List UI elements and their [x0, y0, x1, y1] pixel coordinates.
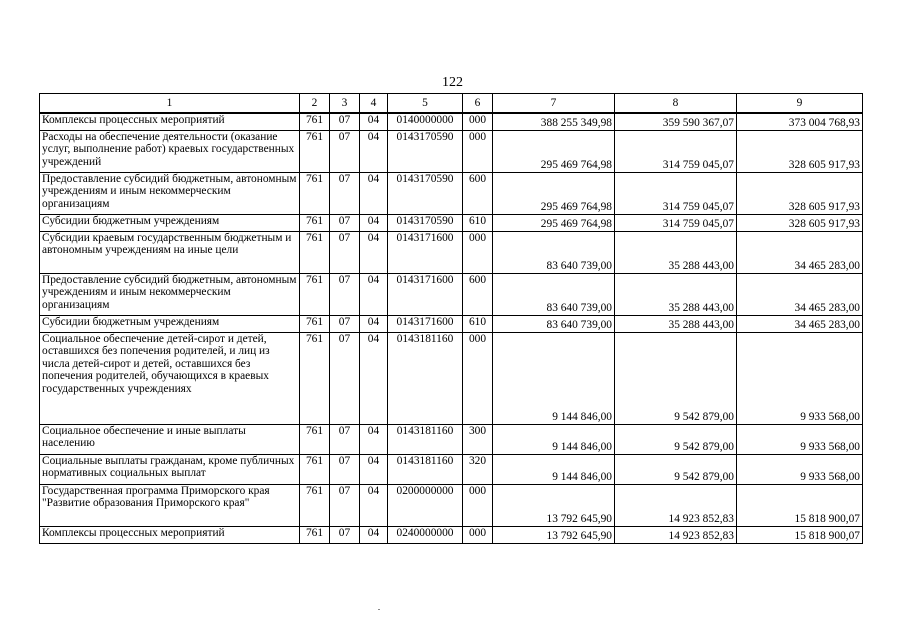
row-code-5: 0143181160: [388, 332, 463, 424]
header-cell: 8: [615, 94, 737, 114]
scan-speck: [378, 609, 380, 610]
table-row: [40, 231, 863, 273]
row-code-2: 761: [300, 484, 330, 526]
row-amount-9: 9 933 568,00: [737, 454, 863, 484]
row-amount-9: 34 465 283,00: [737, 231, 863, 273]
row-code-6: 610: [463, 214, 493, 231]
row-name: Расходы на обеспечение деятельности (оказание услуг, выполнение работ) краевых государственных учреждений: [40, 130, 300, 172]
row-code-5: 0200000000: [388, 484, 463, 526]
row-code-5: 0143170590: [388, 130, 463, 172]
row-code-5: 0143170590: [388, 172, 463, 214]
row-amount-9: 34 465 283,00: [737, 273, 863, 315]
row-code-6: 300: [463, 424, 493, 454]
header-cell: 2: [300, 94, 330, 114]
header-cell: 7: [493, 94, 615, 114]
row-code-3: 07: [330, 526, 360, 543]
row-code-4: 04: [360, 273, 388, 315]
row-code-5: 0143181160: [388, 424, 463, 454]
row-amount-9: 15 818 900,07: [737, 526, 863, 543]
row-amount-8: 14 923 852,83: [615, 526, 737, 543]
row-code-6: 000: [463, 113, 493, 130]
row-amount-9: 328 605 917,93: [737, 130, 863, 172]
row-code-3: 07: [330, 130, 360, 172]
row-code-4: 04: [360, 172, 388, 214]
row-name: Предоставление субсидий бюджетным, автономным учреждениям и иным некоммерческим организациям: [40, 273, 300, 315]
row-code-3: 07: [330, 113, 360, 130]
row-code-6: 000: [463, 231, 493, 273]
row-name: Государственная программа Приморского края "Развитие образования Приморского края": [40, 484, 300, 526]
row-amount-8: 35 288 443,00: [615, 273, 737, 315]
row-code-2: 761: [300, 424, 330, 454]
row-code-5: 0143181160: [388, 454, 463, 484]
row-code-3: 07: [330, 484, 360, 526]
row-code-5: 0143171600: [388, 315, 463, 332]
row-name: Социальное обеспечение детей-сирот и детей, оставшихся без попечения родителей, и лиц из числа детей-сирот и детей, оставшихся без попечения родителей, обучающихся в краевых государственных учреждениях: [40, 332, 300, 424]
row-amount-8: 314 759 045,07: [615, 130, 737, 172]
table-row: [40, 454, 863, 484]
row-amount-7: 13 792 645,90: [493, 484, 615, 526]
row-amount-7: 83 640 739,00: [493, 231, 615, 273]
row-code-6: 600: [463, 172, 493, 214]
header-cell: 6: [463, 94, 493, 114]
row-amount-7: 295 469 764,98: [493, 172, 615, 214]
row-amount-7: 388 255 349,98: [493, 113, 615, 130]
row-code-6: 600: [463, 273, 493, 315]
row-amount-9: 34 465 283,00: [737, 315, 863, 332]
row-amount-9: 373 004 768,93: [737, 113, 863, 130]
row-amount-7: 83 640 739,00: [493, 315, 615, 332]
row-amount-9: 9 933 568,00: [737, 332, 863, 424]
row-amount-8: 314 759 045,07: [615, 172, 737, 214]
row-code-2: 761: [300, 113, 330, 130]
table-row: [40, 484, 863, 526]
table-row: [40, 113, 863, 130]
row-amount-8: 9 542 879,00: [615, 332, 737, 424]
table-row: [40, 273, 863, 315]
row-name: Предоставление субсидий бюджетным, автономным учреждениям и иным некоммерческим организациям: [40, 172, 300, 214]
row-code-3: 07: [330, 454, 360, 484]
row-code-2: 761: [300, 315, 330, 332]
row-amount-7: 9 144 846,00: [493, 424, 615, 454]
row-amount-8: 35 288 443,00: [615, 315, 737, 332]
row-amount-7: 9 144 846,00: [493, 332, 615, 424]
row-amount-8: 9 542 879,00: [615, 454, 737, 484]
header-cell: 1: [40, 94, 300, 114]
row-amount-7: 295 469 764,98: [493, 130, 615, 172]
row-name: Комплексы процессных мероприятий: [40, 526, 300, 543]
row-name: Социальные выплаты гражданам, кроме публичных нормативных социальных выплат: [40, 454, 300, 484]
header-cell: 9: [737, 94, 863, 114]
row-code-2: 761: [300, 130, 330, 172]
row-amount-7: 83 640 739,00: [493, 273, 615, 315]
row-code-3: 07: [330, 214, 360, 231]
table-row: [40, 332, 863, 424]
header-cell: 3: [330, 94, 360, 114]
row-code-5: 0240000000: [388, 526, 463, 543]
header-cell: 4: [360, 94, 388, 114]
row-code-3: 07: [330, 315, 360, 332]
row-code-2: 761: [300, 273, 330, 315]
table-row: [40, 214, 863, 231]
row-code-3: 07: [330, 273, 360, 315]
row-code-2: 761: [300, 231, 330, 273]
row-code-3: 07: [330, 332, 360, 424]
row-amount-9: 328 605 917,93: [737, 214, 863, 231]
budget-table: [39, 93, 863, 544]
row-code-6: 000: [463, 130, 493, 172]
header-cell: 5: [388, 94, 463, 114]
row-code-6: 320: [463, 454, 493, 484]
page-number: 122: [442, 75, 463, 90]
row-amount-8: 359 590 367,07: [615, 113, 737, 130]
row-name: Субсидии бюджетным учреждениям: [40, 214, 300, 231]
table-row: [40, 424, 863, 454]
table-row: [40, 172, 863, 214]
row-amount-9: 15 818 900,07: [737, 484, 863, 526]
row-code-6: 000: [463, 484, 493, 526]
row-name: Комплексы процессных мероприятий: [40, 113, 300, 130]
row-name: Социальное обеспечение и иные выплаты населению: [40, 424, 300, 454]
row-amount-9: 9 933 568,00: [737, 424, 863, 454]
table-header-row: [40, 94, 863, 114]
row-code-2: 761: [300, 332, 330, 424]
row-amount-8: 9 542 879,00: [615, 424, 737, 454]
row-name: Субсидии краевым государственным бюджетным и автономным учреждениям на иные цели: [40, 231, 300, 273]
row-code-3: 07: [330, 172, 360, 214]
row-code-4: 04: [360, 332, 388, 424]
row-amount-7: 9 144 846,00: [493, 454, 615, 484]
row-amount-8: 314 759 045,07: [615, 214, 737, 231]
row-code-2: 761: [300, 172, 330, 214]
row-code-6: 610: [463, 315, 493, 332]
row-code-4: 04: [360, 424, 388, 454]
row-code-4: 04: [360, 231, 388, 273]
table-row: [40, 130, 863, 172]
row-code-4: 04: [360, 526, 388, 543]
table-row: [40, 315, 863, 332]
row-code-6: 000: [463, 526, 493, 543]
table-row: [40, 526, 863, 543]
row-code-2: 761: [300, 526, 330, 543]
row-code-4: 04: [360, 315, 388, 332]
row-code-2: 761: [300, 214, 330, 231]
row-code-6: 000: [463, 332, 493, 424]
row-code-4: 04: [360, 484, 388, 526]
row-code-4: 04: [360, 130, 388, 172]
row-code-2: 761: [300, 454, 330, 484]
row-code-3: 07: [330, 231, 360, 273]
row-amount-7: 13 792 645,90: [493, 526, 615, 543]
row-code-3: 07: [330, 424, 360, 454]
row-code-4: 04: [360, 214, 388, 231]
row-code-5: 0143170590: [388, 214, 463, 231]
row-code-5: 0140000000: [388, 113, 463, 130]
row-amount-7: 295 469 764,98: [493, 214, 615, 231]
row-amount-8: 35 288 443,00: [615, 231, 737, 273]
row-amount-9: 328 605 917,93: [737, 172, 863, 214]
row-code-4: 04: [360, 454, 388, 484]
row-name: Субсидии бюджетным учреждениям: [40, 315, 300, 332]
row-code-5: 0143171600: [388, 273, 463, 315]
row-code-5: 0143171600: [388, 231, 463, 273]
row-amount-8: 14 923 852,83: [615, 484, 737, 526]
row-code-4: 04: [360, 113, 388, 130]
